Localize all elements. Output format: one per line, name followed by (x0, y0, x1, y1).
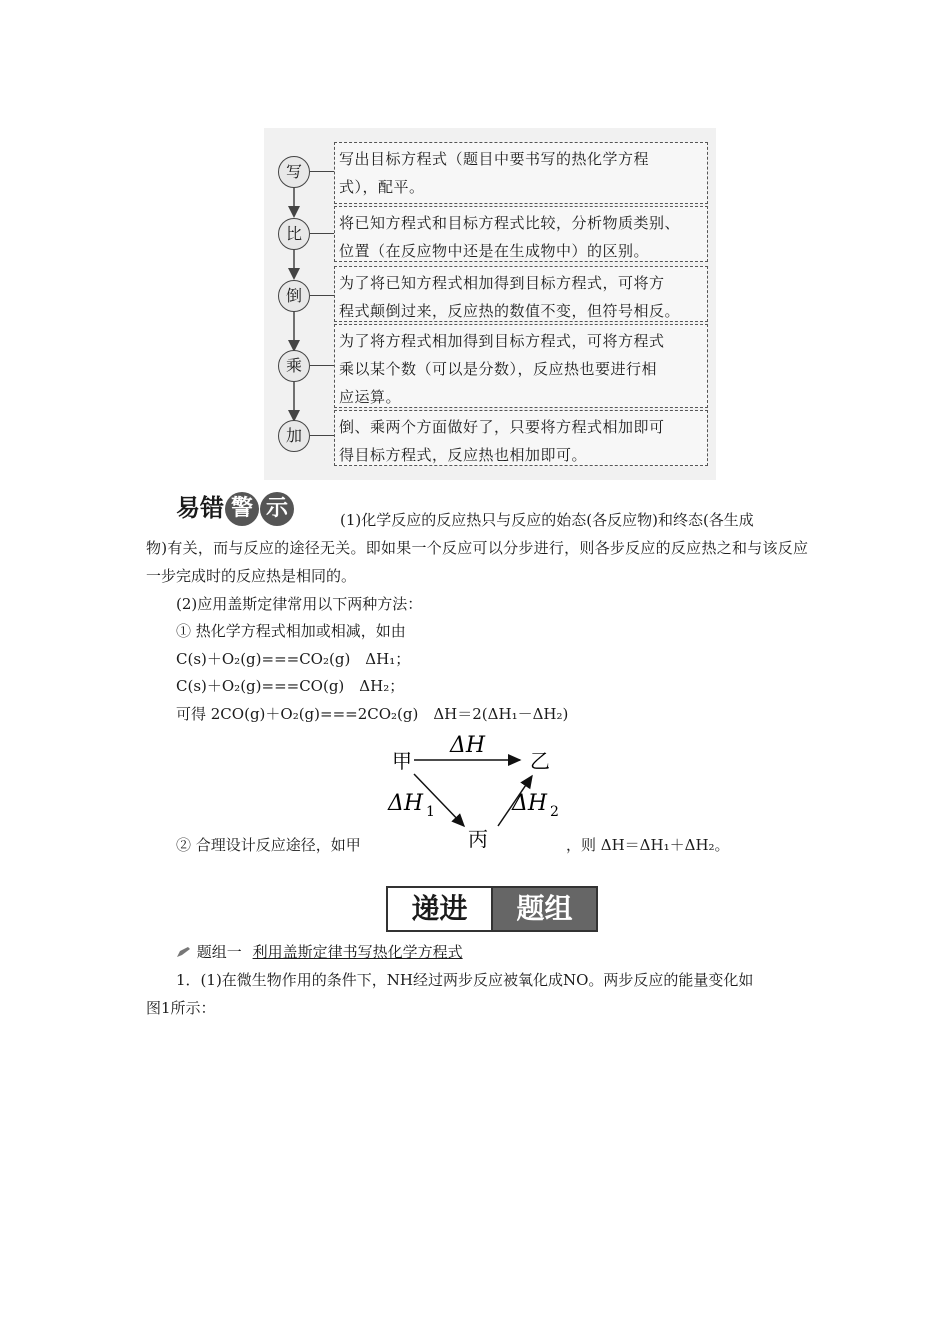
node-jia: 甲 (392, 749, 412, 773)
warning-p1-first: (1)化学反应的反应热只与反应的始态(各反应物)和终态(各生成 (340, 511, 754, 529)
step-box-reverse (334, 266, 708, 322)
warning-p4-right: ，则 ΔH＝ΔH₁＋ΔH₂。 (566, 836, 730, 854)
step-icon-add: 加 (278, 420, 310, 452)
step-icon-multiply: 乘 (278, 350, 310, 382)
group-heading (176, 938, 463, 966)
equation-2: C(s)＋O₂(g)===CO(g) ΔH₂； (176, 677, 405, 695)
label-delta-h2-sub: 2 (550, 804, 559, 820)
node-bing: 丙 (468, 827, 488, 851)
step-text: 乘以某个数（可以是分数），反应热也要进行相 (339, 360, 658, 378)
warning-heading-text: 易错 (176, 494, 224, 522)
step-box-compare (334, 206, 708, 262)
step-text: 倒、乘两个方面做好了，只要将方程式相加即可 (339, 418, 665, 436)
warning-p1-rest: 物)有关，而与反应的途径无关。即如果一个反应可以分步进行，则各步反应的反应热之和与该反应一步完成时的反应热是相同的。 (146, 539, 808, 585)
step-text: 将已知方程式和目标方程式比较，分析物质类别、 (339, 214, 681, 232)
section-banner (386, 886, 598, 932)
node-yi: 乙 (530, 749, 550, 773)
step-icon-compare: 比 (278, 218, 310, 250)
warning-p4-left: ② 合理设计反应途径，如甲 (176, 836, 361, 854)
step-icon-write: 写 (278, 156, 310, 188)
hess-cycle-diagram (380, 730, 580, 858)
step-link (310, 365, 334, 366)
equation-3: 可得 2CO(g)＋O₂(g)===2CO₂(g) ΔH＝2(ΔH₁－ΔH₂) (176, 705, 569, 723)
step-box-write (334, 142, 708, 204)
warning-p3: ① 热化学方程式相加或相减，如由 (176, 622, 406, 640)
step-text: 式），配平。 (339, 178, 425, 196)
banner-left: 递进 (388, 888, 493, 930)
pencil-icon (176, 939, 192, 951)
label-delta-h2: ΔH (512, 791, 548, 816)
label-delta-h: ΔH (450, 733, 486, 758)
warning-badge-char: 警 (225, 492, 259, 526)
flowchart (264, 128, 716, 480)
warning-badge-char: 示 (260, 492, 294, 526)
equation-1: C(s)＋O₂(g)===CO₂(g) ΔH₁； (176, 650, 411, 668)
step-icon-reverse: 倒 (278, 280, 310, 312)
group-label: 题组一 (196, 943, 242, 961)
step-text: 位置（在反应物中还是在生成物中）的区别。 (339, 242, 650, 260)
step-text: 程式颠倒过来，反应热的数值不变，但符号相反。 (339, 302, 681, 320)
step-link (310, 171, 334, 172)
step-link (310, 295, 334, 296)
step-link (310, 233, 334, 234)
banner-right: 题组 (493, 888, 596, 930)
warning-p2: (2)应用盖斯定律常用以下两种方法： (176, 595, 423, 613)
step-text: 得目标方程式，反应热也相加即可。 (339, 446, 588, 464)
warning-heading (176, 488, 294, 526)
step-box-add (334, 410, 708, 466)
label-delta-h1: ΔH (388, 791, 424, 816)
step-link (310, 435, 334, 436)
group-title: 利用盖斯定律书写热化学方程式 (252, 943, 463, 961)
question-1-line2: 图1所示： (146, 999, 216, 1017)
step-box-multiply (334, 324, 708, 408)
step-text: 写出目标方程式（题目中要书写的热化学方程 (339, 150, 650, 168)
label-delta-h1-sub: 1 (426, 804, 435, 820)
step-text: 应运算。 (339, 388, 402, 406)
step-text: 为了将已知方程式相加得到目标方程式，可将方 (339, 274, 665, 292)
question-1-line1: 1．(1)在微生物作用的条件下，NH经过两步反应被氧化成NO。两步反应的能量变化如 (176, 971, 754, 989)
step-text: 为了将方程式相加得到目标方程式，可将方程式 (339, 332, 665, 350)
